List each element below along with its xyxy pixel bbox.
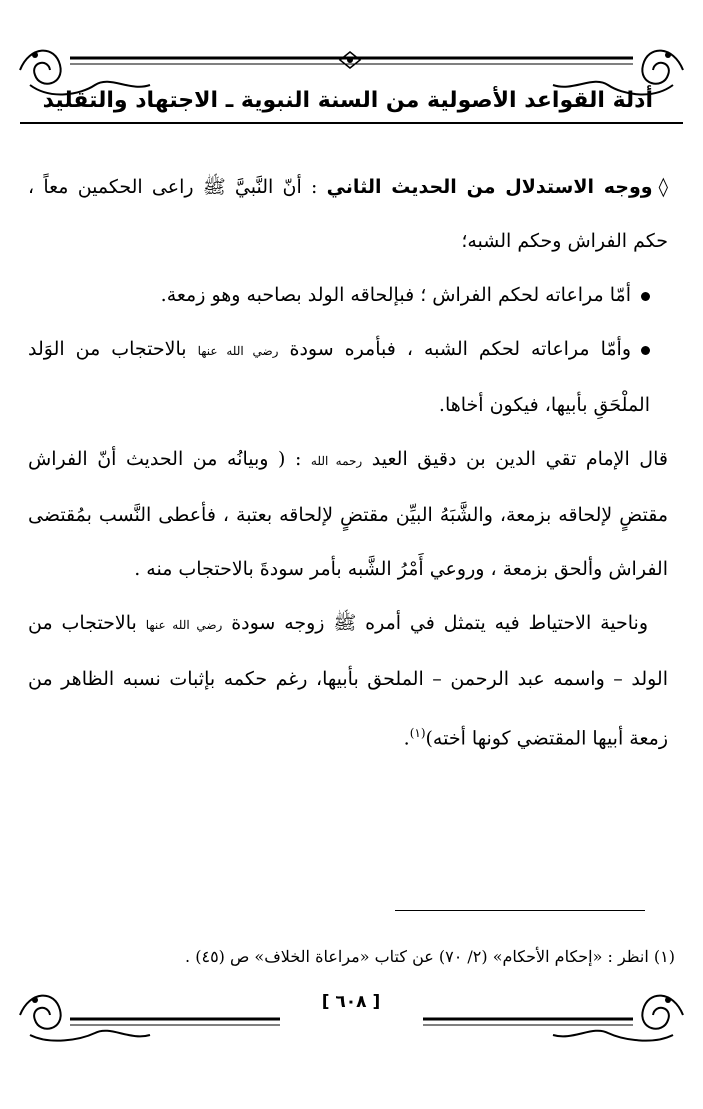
- bullet-dot-icon: [641, 292, 650, 301]
- header-rule: [20, 122, 683, 124]
- footnote-1: (١) انظر : «إحكام الأحكام» (٢/ ٧٠) عن كتاب «مراعاة الخلاف» ص (٤٥) .: [185, 947, 675, 966]
- bullet-dot-icon: [641, 346, 650, 355]
- section-lead-heading: ووجه الاستدلال من الحديث الثاني: [326, 176, 653, 198]
- diamond-marker: ◊: [658, 176, 668, 198]
- footnote-reference[interactable]: (١): [409, 726, 426, 740]
- paragraph-3-end: .: [403, 727, 410, 750]
- page-number: [ ٦٠٨ ]: [321, 992, 381, 1012]
- honorific: رضي الله عنها: [145, 618, 223, 632]
- bullet-item-1: [28, 268, 668, 322]
- paragraph-2-text-b: : ( وبيانُه من الحديث أنّ الفراش مقتضٍ لإلحاقه بزمعة، والشَّبَهُ البيِّن مقتضٍ لإلحاقه بعتبة ، فأعطى النَّسب بمُقتضى الفراش وألحق بزمعة ، وروعي أَمْرُ الشَّبه بأمر سودةَ بالاحتجاب منه .: [28, 448, 668, 580]
- paragraph-2: [28, 432, 668, 596]
- honorific: رضي الله عنها: [197, 344, 279, 358]
- paragraph-3: [28, 596, 668, 765]
- paragraph-1: [28, 160, 668, 268]
- bullet-item-2-text-b: بالاحتجاب من الوَلد الملْحَقِ بأبيها، فيكون أخاها.: [28, 338, 650, 416]
- bullet-item-2-text-a: وأمّا مراعاته لحكم الشبه ، فبأمره سودة: [289, 338, 632, 360]
- main-text: [28, 160, 668, 765]
- honorific: رحمه الله: [310, 454, 363, 468]
- bullet-item-1-text: أمّا مراعاته لحكم الفراش ؛ فبإلحاقه الولد بصاحبه وهو زمعة.: [160, 284, 631, 306]
- running-header-title: أدلة القواعد الأصولية من السنة النبوية ـ الاجتهاد والتقليد: [42, 88, 653, 113]
- paragraph-3-text-b: بالاحتجاب من الولد – واسمه عبد الرحمن – الملحق بأبيها، رغم حكمه بإثبات نسبه الظاهر من زمعة أبيها المقتضي كونها أخته): [28, 612, 668, 750]
- paragraph-1-text: : أنّ النَّبيَّ ﷺ راعى الحكمين معاً ، حكم الفراش وحكم الشبه؛: [28, 176, 668, 252]
- bullet-item-2: [28, 322, 668, 432]
- paragraph-3-text-a: وناحية الاحتياط فيه يتمثل في أمره ﷺ زوجه سودة: [231, 612, 648, 634]
- footnote-separator: [395, 910, 645, 911]
- paragraph-2-text-a: قال الإمام تقي الدين بن دقيق العيد: [371, 448, 668, 470]
